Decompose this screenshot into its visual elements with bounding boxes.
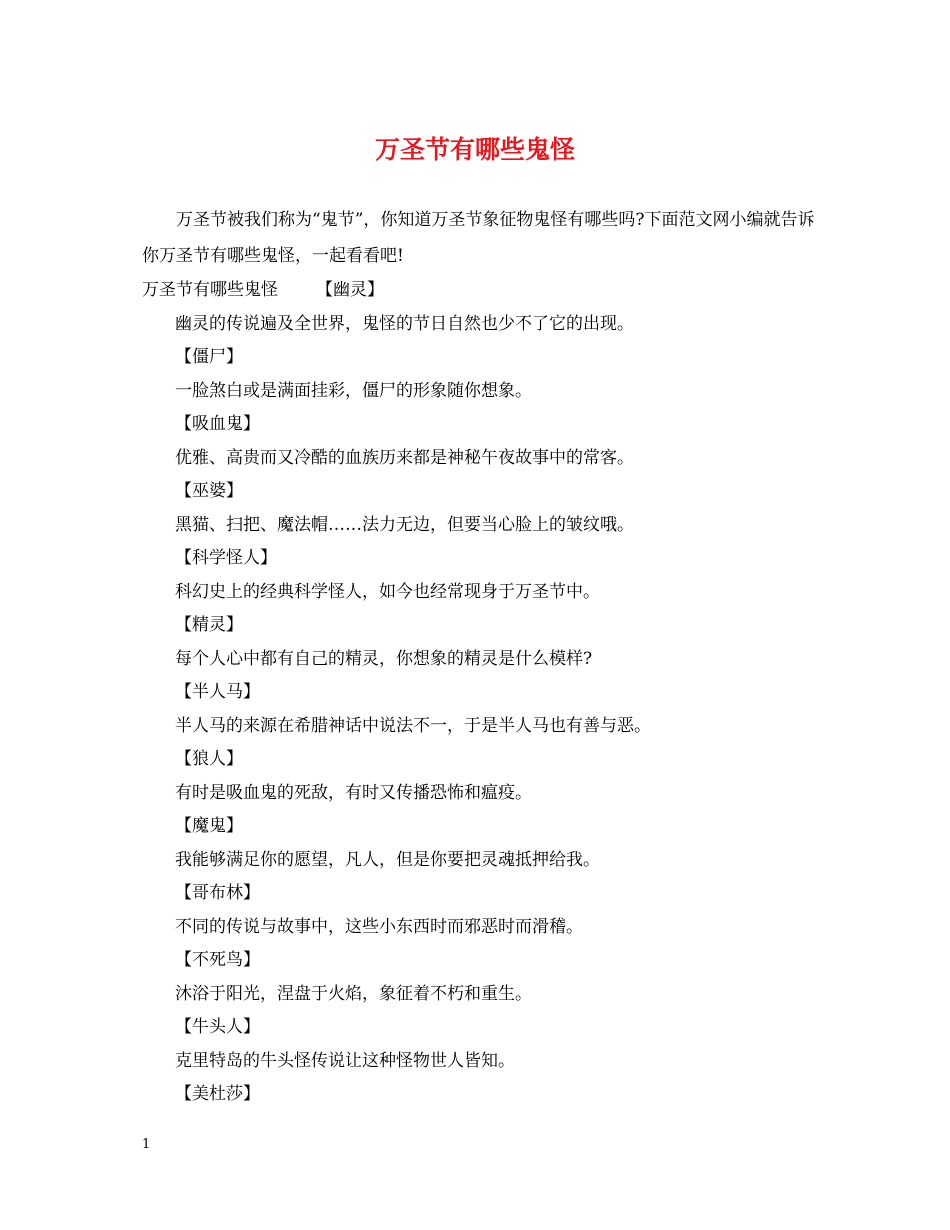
section-heading: 【不死鸟】 (175, 950, 260, 970)
description-line: 每个人心中都有自己的精灵，你想象的精灵是什么模样? (175, 649, 593, 669)
description-line: 克里特岛的牛头怪传说让这种怪物世人皆知。 (175, 1051, 515, 1071)
description-line: 幽灵的传说遍及全世界，鬼怪的节日自然也少不了它的出现。 (175, 314, 634, 334)
description-line: 科幻史上的经典科学怪人，如今也经常现身于万圣节中。 (175, 582, 600, 602)
section-heading: 【魔鬼】 (175, 816, 243, 836)
lead-label: 万圣节有哪些鬼怪 (142, 280, 278, 300)
description-line: 优雅、高贵而又冷酷的血族历来都是神秘午夜故事中的常客。 (175, 448, 634, 468)
intro-paragraph: 万圣节被我们称为“鬼节”，你知道万圣节象征物鬼怪有哪些吗?下面范文网小编就告诉你万圣节有哪些鬼怪，一起看看吧! (142, 210, 815, 266)
section-heading: 【美杜莎】 (175, 1084, 260, 1104)
section-heading: 【科学怪人】 (175, 548, 277, 568)
section-heading: 【狼人】 (175, 749, 243, 769)
description-line: 沐浴于阳光，涅盘于火焰，象征着不朽和重生。 (175, 984, 532, 1004)
section-heading: 【僵尸】 (175, 347, 243, 367)
section-heading: 【精灵】 (175, 615, 243, 635)
description-line: 一脸煞白或是满面挂彩，僵尸的形象随你想象。 (175, 381, 532, 401)
description-line: 不同的传说与故事中，这些小东西时而邪恶时而滑稽。 (175, 917, 583, 937)
lead-heading-line (142, 277, 384, 303)
description-line: 有时是吸血鬼的死敌，有时又传播恐怖和瘟疫。 (175, 783, 532, 803)
section-heading: 【半人马】 (175, 682, 260, 702)
description-line: 半人马的来源在希腊神话中说法不一，于是半人马也有善与恶。 (175, 716, 651, 736)
description-line: 黑猫、扫把、魔法帽……法力无边，但要当心脸上的皱纹哦。 (175, 515, 634, 535)
document-title: 万圣节有哪些鬼怪 (374, 135, 575, 164)
section-heading: 【吸血鬼】 (175, 414, 260, 434)
section-heading: 【牛头人】 (175, 1017, 260, 1037)
section-heading: 【幽灵】 (316, 280, 384, 300)
section-heading: 【哥布林】 (175, 883, 260, 903)
description-line: 我能够满足你的愿望，凡人，但是你要把灵魂抵押给我。 (175, 850, 600, 870)
page-number: 1 (142, 1137, 151, 1152)
section-heading: 【巫婆】 (175, 481, 243, 501)
